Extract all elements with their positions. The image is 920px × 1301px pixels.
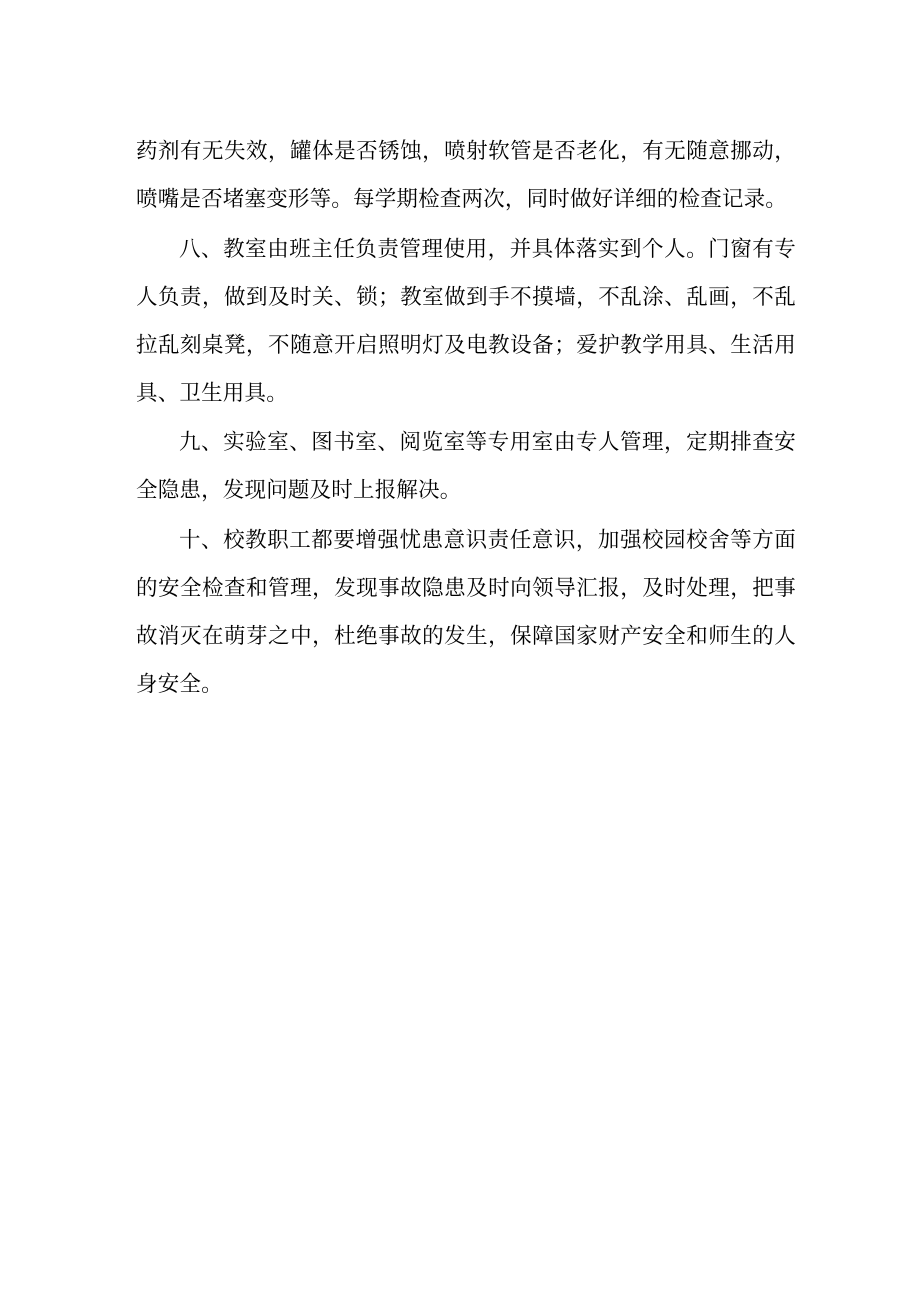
paragraph-item-9: 九、实验室、图书室、阅览室等专用室由专人管理，定期排查安全隐患，发现问题及时上报解决。 — [136, 430, 796, 504]
paragraph-continuation: 药剂有无失效，罐体是否锈蚀，喷射软管是否老化，有无随意挪动，喷嘴是否堵塞变形等。每学期检查两次，同时做好详细的检查记录。 — [136, 139, 796, 212]
document-body — [136, 128, 796, 711]
paragraph-item-10: 十、校教职工都要增强忧患意识责任意识，加强校园校舍等方面的安全检查和管理，发现事故隐患及时向领导汇报，及时处理，把事故消灭在萌芽之中，杜绝事故的发生，保障国家财产安全和师生的人身安全。 — [136, 528, 796, 697]
paragraph-item-8: 八、教室由班主任负责管理使用，并具体落实到个人。门窗有专人负责，做到及时关、锁；教室做到手不摸墙，不乱涂、乱画，不乱拉乱刻桌凳，不随意开启照明灯及电教设备；爱护教学用具、生活用具、卫生用具。 — [136, 236, 796, 406]
